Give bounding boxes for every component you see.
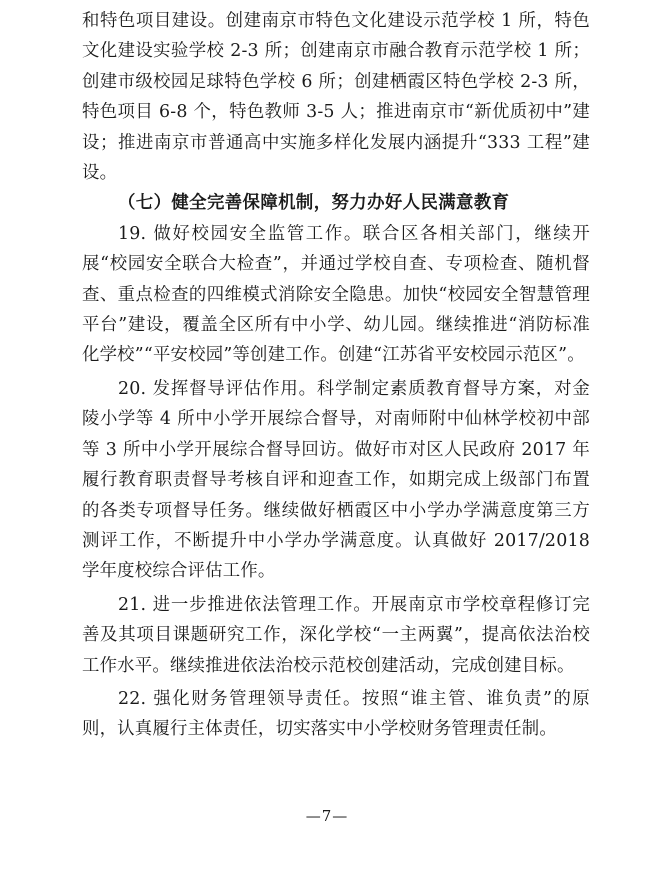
item-21-paragraph: 21. 进一步推进依法管理工作。开展南京市学校章程修订完善及其项目课题研究工作，深化学校“一主两翼”，提高依法治校工作水平。继续推进依法治校示范校创建活动，完成创建目标。 [82,594,590,676]
item-19-paragraph: 19. 做好校园安全监管工作。联合区各相关部门，继续开展“校园安全联合大检查”，并通过学校自查、专项检查、随机督查、重点检查的四维模式消除安全隐患。加快“校园安全智慧管理平台”建设，覆盖全区所有中小学、幼儿园。继续推进“消防标准化学校”“平安校园”等创建工作。创建“江苏省平安校园示范区”。 [82,223,590,366]
item-20-paragraph: 20. 发挥督导评估作用。科学制定素质教育督导方案，对金陵小学等 4 所中小学开展综合督导，对南师附中仙林学校初中部等 3 所中小学开展综合督导回访。做好市对区人民政府 2017 年履行教育职责督导考核自评和迎查工作，如期完成上级部门布置的各类专项督导任务。继续做好栖霞区中小学办学满意度第三方测评工作，不断提升中小学办学满意度。认真做好 2017/2018 学年度校综合评估工作。 [82,378,590,582]
item-22-paragraph: 22. 强化财务管理领导责任。按照“谁主管、谁负责”的原则，认真履行主体责任，切实落实中小学校财务管理责任制。 [82,688,590,740]
document-body [82,6,590,745]
section-heading: （七）健全完善保障机制，努力办好人民满意教育 [118,193,510,214]
intro-paragraph: 和特色项目建设。创建南京市特色文化建设示范学校 1 所，特色文化建设实验学校 2-3 所；创建南京市融合教育示范学校 1 所；创建市级校园足球特色学校 6 所；创建栖霞区特色学校 2-3 所，特色项目 6-8 个，特色教师 3-5 人；推进南京市“新优质初中”建设；推进南京市普通高中实施多样化发展内涵提升“333 工程”建设。 [82,11,590,184]
page-number: —7— [305,807,349,825]
